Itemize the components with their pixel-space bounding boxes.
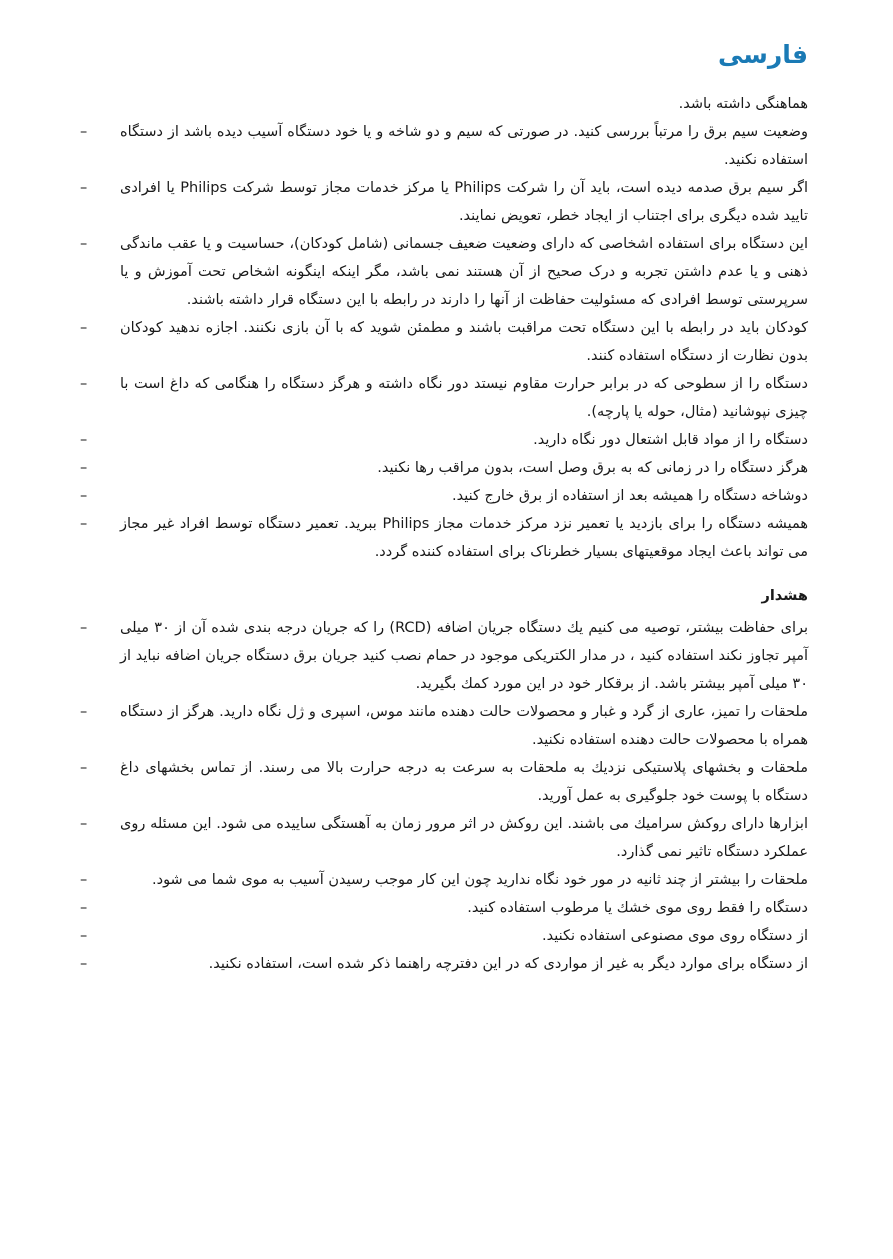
language-title: فارسی xyxy=(717,40,808,69)
list-item-text: ملحقات را تمیز، عاری از گرد و غبار و محصولات حالت دهنده مانند موس، اسپری و ژل نگاه دارید. هرگز از دستگاه همراه با محصولات حالت دهنده استفاده نکنید. xyxy=(120,704,808,748)
list-item-text: از دستگاه روی موی مصنوعی استفاده نکنید. xyxy=(542,928,808,944)
list-item-text: همیشه دستگاه را برای بازدید یا تعمیر نزد مرکز خدمات مجاز Philips ببرید. تعمیر دستگاه توسط افراد غیر مجاز می تواند باعث ایجاد موقعیتهای بسیار خطرناک برای استفاده کننده گردد. xyxy=(120,516,809,560)
list-item xyxy=(80,174,808,230)
dash-bullet: – xyxy=(80,704,88,720)
list-item-text: کودکان باید در رابطه با این دستگاه تحت مراقبت باشند و مطمئن شوید که با آن بازی نکنند. اجازه ندهید کودکان بدون نظارت از دستگاه استفاده کنند. xyxy=(120,320,808,364)
intro-text: هماهنگی داشته باشد. xyxy=(678,96,808,112)
list-item xyxy=(80,810,808,866)
dash-bullet: – xyxy=(80,124,88,140)
list-item xyxy=(80,370,808,426)
list-item xyxy=(80,426,808,454)
list-item xyxy=(80,454,808,482)
dash-bullet: – xyxy=(80,900,88,916)
list-item xyxy=(80,754,808,810)
list-item xyxy=(80,894,808,922)
dash-bullet: – xyxy=(80,816,88,832)
dash-bullet: – xyxy=(80,180,88,196)
list-item xyxy=(80,866,808,894)
list-item-text: دستگاه را از مواد قابل اشتعال دور نگاه دارید. xyxy=(533,432,808,448)
dash-bullet: – xyxy=(80,620,88,636)
dash-bullet: – xyxy=(80,432,88,448)
list-item-text: ابزارها دارای روکش سرامیك می باشند. این روکش در اثر مرور زمان به آهستگی ساییده می شود. این مسئله روی عملکرد دستگاه تاثیر نمی گذارد. xyxy=(120,816,808,860)
list-item xyxy=(80,950,808,978)
list-item-text: ملحقات را بیشتر از چند ثانیه در مور خود نگاه ندارید چون این کار موجب رسیدن آسیب به موی شما می شود. xyxy=(152,872,808,888)
list-item-text: دوشاخه دستگاه را همیشه بعد از استفاده از برق خارج کنید. xyxy=(452,488,808,504)
list-item-text: از دستگاه برای موارد دیگر به غیر از مواردی که در این دفترچه راهنما ذکر شده است، استفاده نکنید. xyxy=(208,956,808,972)
dash-bullet: – xyxy=(80,956,88,972)
dash-bullet: – xyxy=(80,760,88,776)
list-item xyxy=(80,922,808,950)
list-item-text: هرگز دستگاه را در زمانی که به برق وصل است، بدون مراقب رها نکنید. xyxy=(377,460,808,476)
dash-bullet: – xyxy=(80,236,88,252)
list-item-text: دستگاه را از سطوحی که در برابر حرارت مقاوم نیستد دور نگاه داشته و هرگز دستگاه را هنگامی که داغ است با چیزی نپوشانید (مثال، حوله یا پارچه). xyxy=(120,376,808,420)
list-item-text: دستگاه را فقط روی موی خشك یا مرطوب استفاده کنید. xyxy=(467,900,808,916)
dash-bullet: – xyxy=(80,320,88,336)
dash-bullet: – xyxy=(80,516,88,532)
list-item-text: این دستگاه برای استفاده اشخاصی که دارای وضعیت ضعیف جسمانی (شامل کودکان)، حساسیت و یا عقب ماندگی ذهنی و یا عدم داشتن تجربه و درک صحیح از آن هستند نمی باشد، مگر اینکه اینگونه اشخاص تحت آموزش و یا سرپرستی توسط افرادی که مسئولیت حفاظت از آنها را دارند در رابطه با این دستگاه قرار داشته باشند. xyxy=(120,236,808,308)
list-item xyxy=(80,614,808,698)
dash-bullet: – xyxy=(80,488,88,504)
dash-bullet: – xyxy=(80,460,88,476)
manual-page xyxy=(80,30,808,978)
safety-list xyxy=(80,118,808,566)
dash-bullet: – xyxy=(80,872,88,888)
warning-heading: هشدار xyxy=(761,588,808,604)
dash-bullet: – xyxy=(80,928,88,944)
list-item xyxy=(80,510,808,566)
warning-list xyxy=(80,614,808,978)
list-item-text: ملحقات و بخشهای پلاستیکی نزدیك به ملحقات به سرعت به درجه حرارت بالا می رسند. از تماس بخشهای داغ دستگاه با پوست خود جلوگیری به عمل آورید. xyxy=(120,760,808,804)
list-item xyxy=(80,314,808,370)
list-item xyxy=(80,698,808,754)
list-item xyxy=(80,118,808,174)
list-item-text: برای حفاظت بیشتر، توصیه می کنیم یك دستگاه جریان اضافه (RCD) را که جریان درجه بندی شده آن از ۳۰ میلی آمپر تجاوز نکند استفاده کنید ، در مدار الکتریکی موجود در حمام نصب کنید جریان برق دستگاه جریان اضافه نباید از ۳۰ میلی آمپر بیشتر باشد. از برقکار خود در این مورد کمك بگیرید. xyxy=(120,620,809,692)
list-item xyxy=(80,482,808,510)
dash-bullet: – xyxy=(80,376,88,392)
list-item-text: وضعیت سیم برق را مرتباً بررسی کنید. در صورتی که سیم و دو شاخه و یا خود دستگاه آسیب دیده باشد از دستگاه استفاده نکنید. xyxy=(120,124,808,168)
list-item-text: اگر سیم برق صدمه دیده است، باید آن را شرکت Philips یا مرکز خدمات مجاز توسط شرکت Philips یا افرادی تایید شده دیگری برای اجتناب از ایجاد خطر، تعویض نمایند. xyxy=(120,180,808,224)
list-item xyxy=(80,230,808,314)
